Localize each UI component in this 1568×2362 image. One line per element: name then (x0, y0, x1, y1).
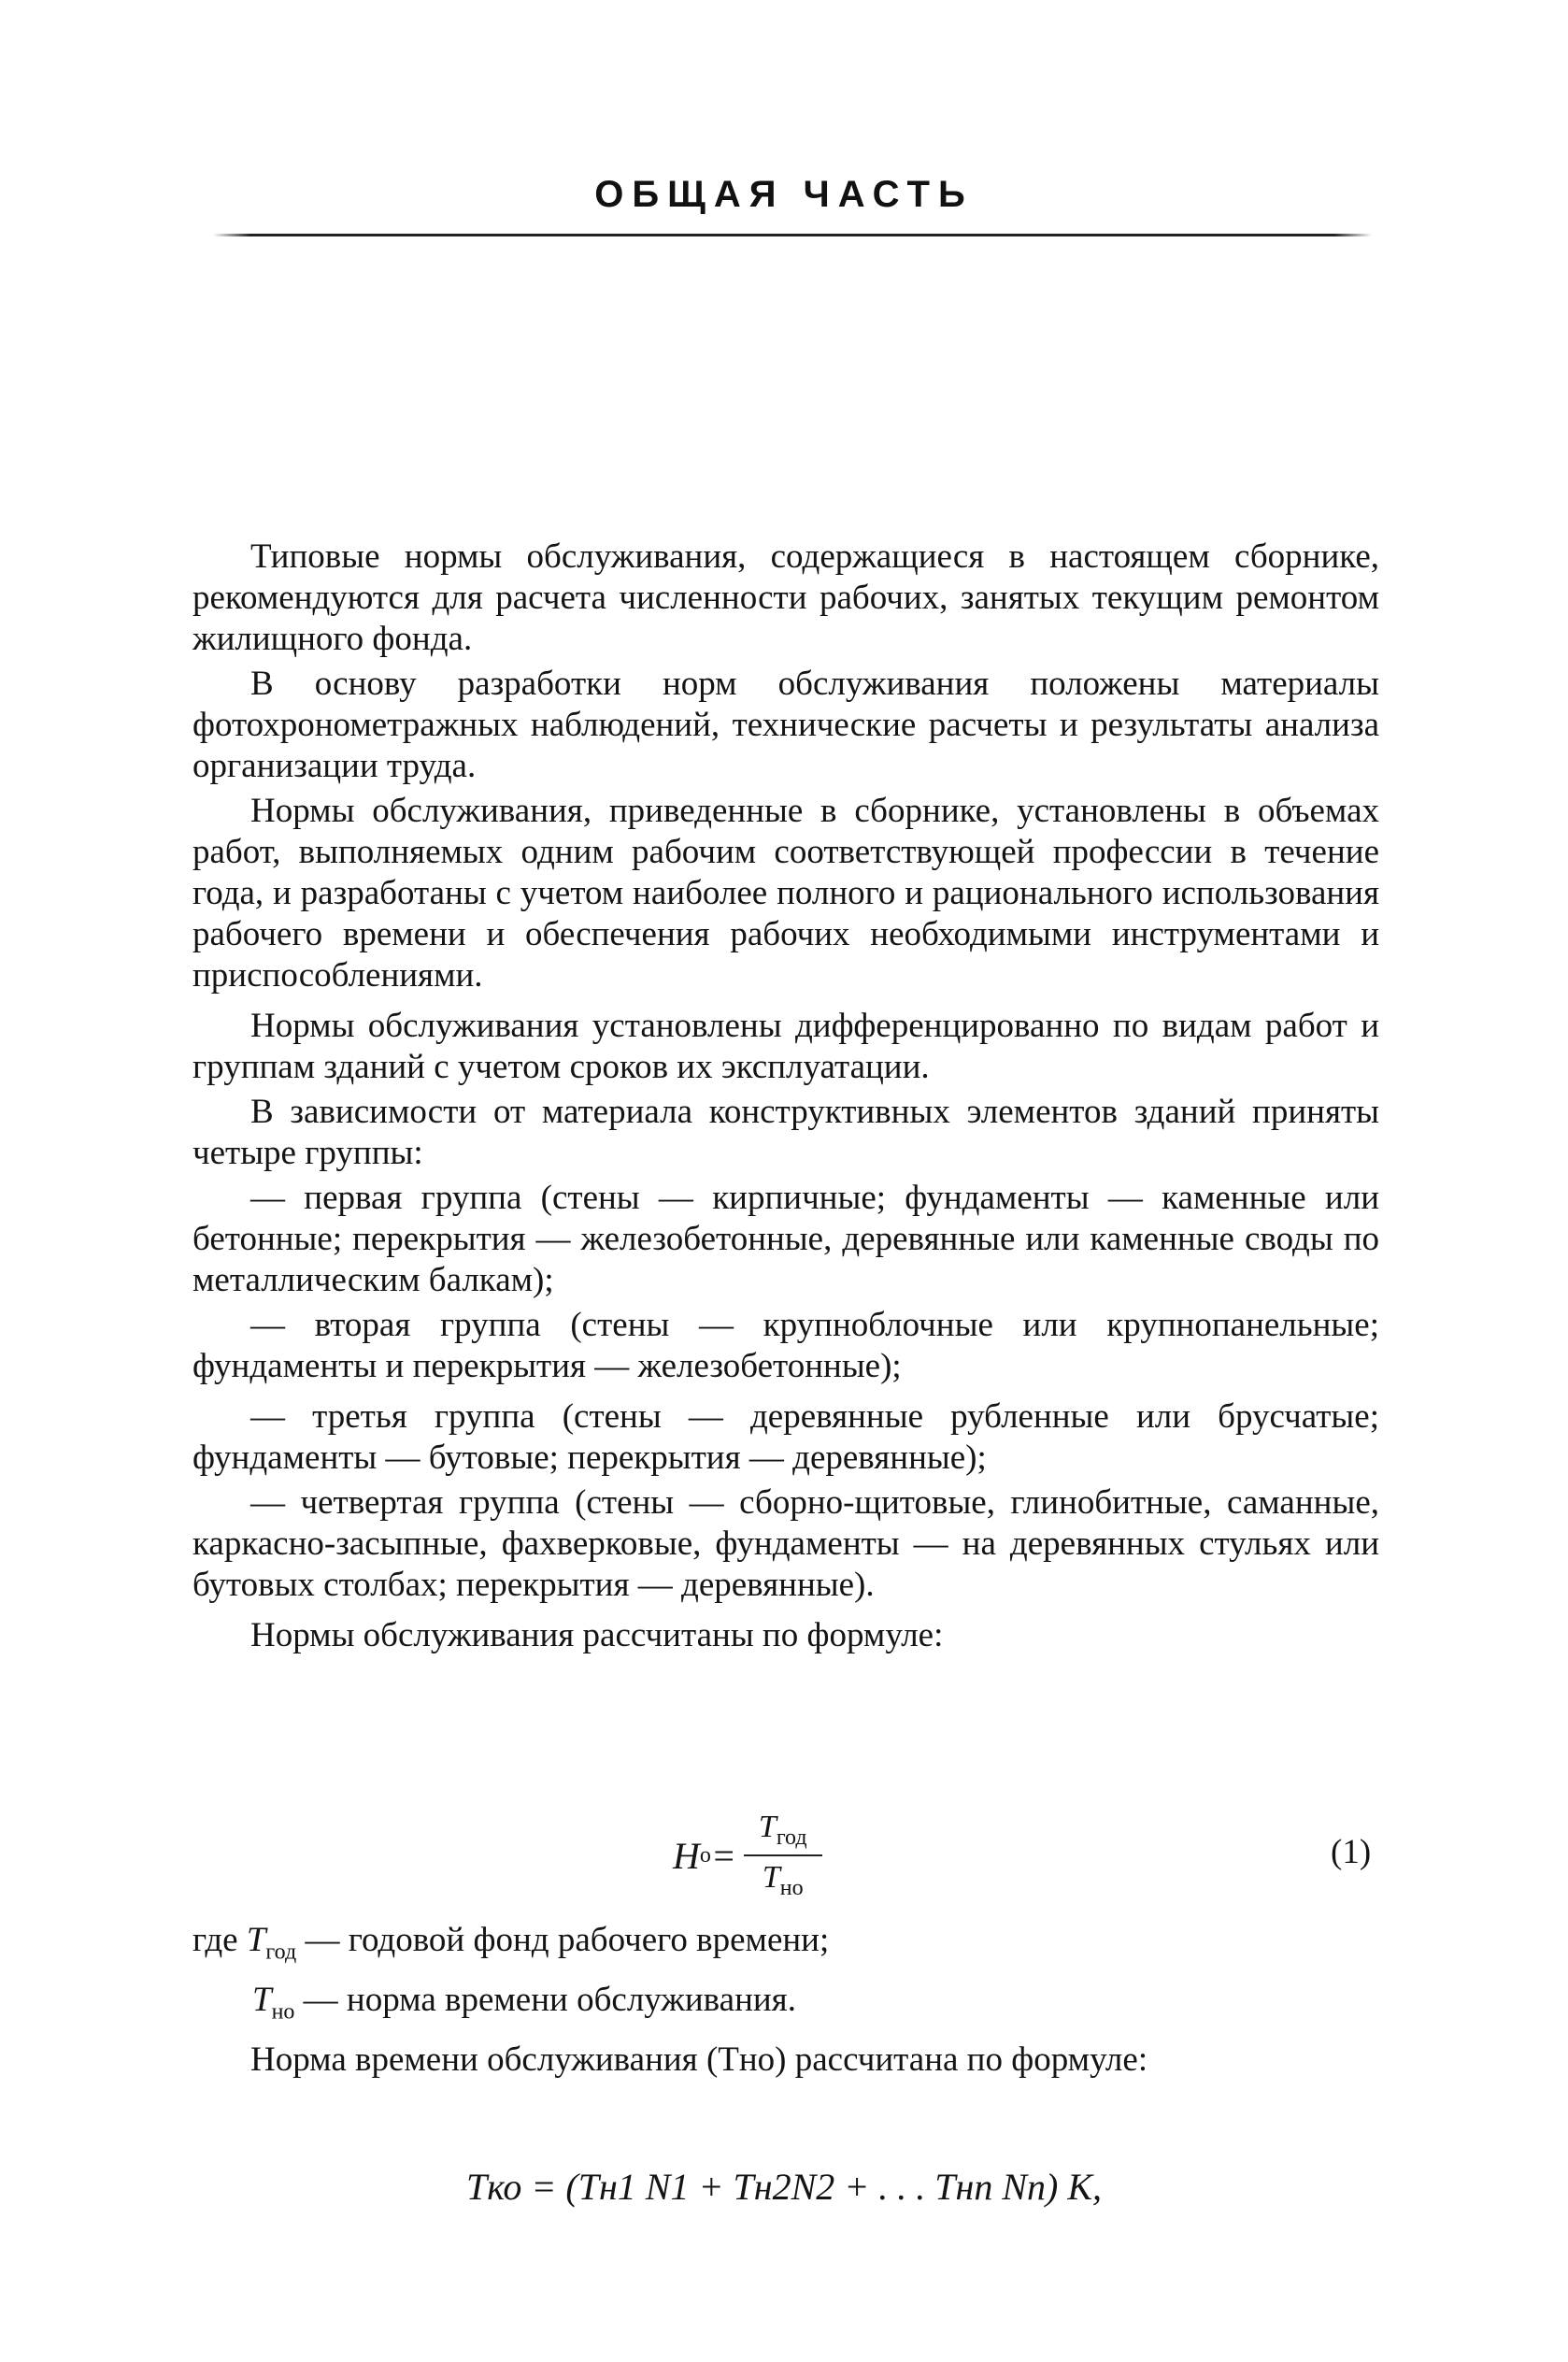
def-text-1: — годовой фонд рабочего времени; (305, 1921, 830, 1959)
formula-1-denominator (763, 1856, 804, 1901)
denominator-sub: но (779, 1875, 804, 1900)
definition-t-no (192, 1980, 1379, 2032)
formula-1-lhs: H (673, 1834, 700, 1877)
paragraph-intro: Типовые нормы обслуживания, содержащиеся в настоящем сборнике, рекомендуются для расчета численности рабочих, занятых текущим ремонтом жилищного фонда. (192, 537, 1379, 658)
group-item-first: — первая группа (стены — кирпичные; фундаменты — каменные или бетонные; перекрытия — железобетонные, деревянные или каменные своды по металлическим балкам); (192, 1179, 1379, 1299)
formula-2: Tко = (Tн1 N1 + Tн2N2 + . . . Tнn Nn) K, (465, 2166, 1103, 2208)
where-definitions (192, 1920, 1379, 2033)
where-word: где (192, 1921, 238, 1959)
numerator-symbol: T (758, 1810, 777, 1845)
denominator-symbol: T (762, 1860, 780, 1895)
group-item-third: — третья группа (стены — деревянные рубленные или брусчатые; фундаменты — бутовые; перекрытия — деревянные); (192, 1397, 1379, 1477)
paragraph-formula-intro: Нормы обслуживания рассчитаны по формуле: (250, 1616, 944, 1654)
body-text-continued (192, 2040, 1379, 2081)
def-sub-2: но (271, 1999, 295, 2025)
paragraph-volumes: Нормы обслуживания, приведенные в сборнике, установлены в объемах работ, выполняемых одним рабочим соответствующей профессии в течение года, и разработаны с учетом наиболее полного и рационального использования рабочего времени и обеспечения рабочих необходимыми инструментами и приспособлениями. (192, 792, 1379, 995)
page-heading: ОБЩАЯ ЧАСТЬ (594, 174, 974, 215)
paragraph-groups-intro: В зависимости от материала конструктивных элементов зданий приняты четыре группы: (192, 1093, 1379, 1172)
formula-1-number: (1) (1331, 1833, 1372, 1871)
paragraph-basis: В основу разработки норм обслуживания положены материалы фотохронометражных наблюдений, технические расчеты и результаты анализа организации труда. (192, 665, 1379, 785)
def-text-2: — норма времени обслуживания. (303, 1981, 796, 2020)
formula-1 (0, 1804, 1568, 1907)
formula-1-fraction (744, 1810, 822, 1901)
formula-1-numerator (744, 1810, 822, 1856)
formula-1-lhs-sub: о (699, 1842, 711, 1868)
numerator-sub: год (776, 1825, 807, 1850)
def-sub-1: год (265, 1940, 297, 1965)
group-item-second: — вторая группа (стены — крупноблочные или крупнопанельные; фундаменты и перекрытия — железобетонные); (192, 1306, 1379, 1385)
def-symbol-1: T (246, 1921, 266, 1959)
paragraph-norm-time: Норма времени обслуживания (Tно) рассчитана по формуле: (250, 2040, 1148, 2079)
paragraph-differentiation: Нормы обслуживания установлены дифференцированно по видам работ и группам зданий с учетом сроков их эксплуатации. (192, 1007, 1379, 1086)
def-symbol-2: T (252, 1981, 272, 2020)
body-text (192, 537, 1379, 1656)
group-item-fourth: — четвертая группа (стены — сборно-щитовые, глинобитные, саманные, каркасно-засыпные, фахверковые, фундаменты — на деревянных стульях или бутовых столбах; перекрытия — деревянные). (192, 1483, 1379, 1604)
formula-1-expression (673, 1804, 822, 1907)
definition-t-god (192, 1920, 1379, 1972)
formula-1-equals: = (710, 1834, 736, 1877)
heading-rule (213, 234, 1372, 236)
